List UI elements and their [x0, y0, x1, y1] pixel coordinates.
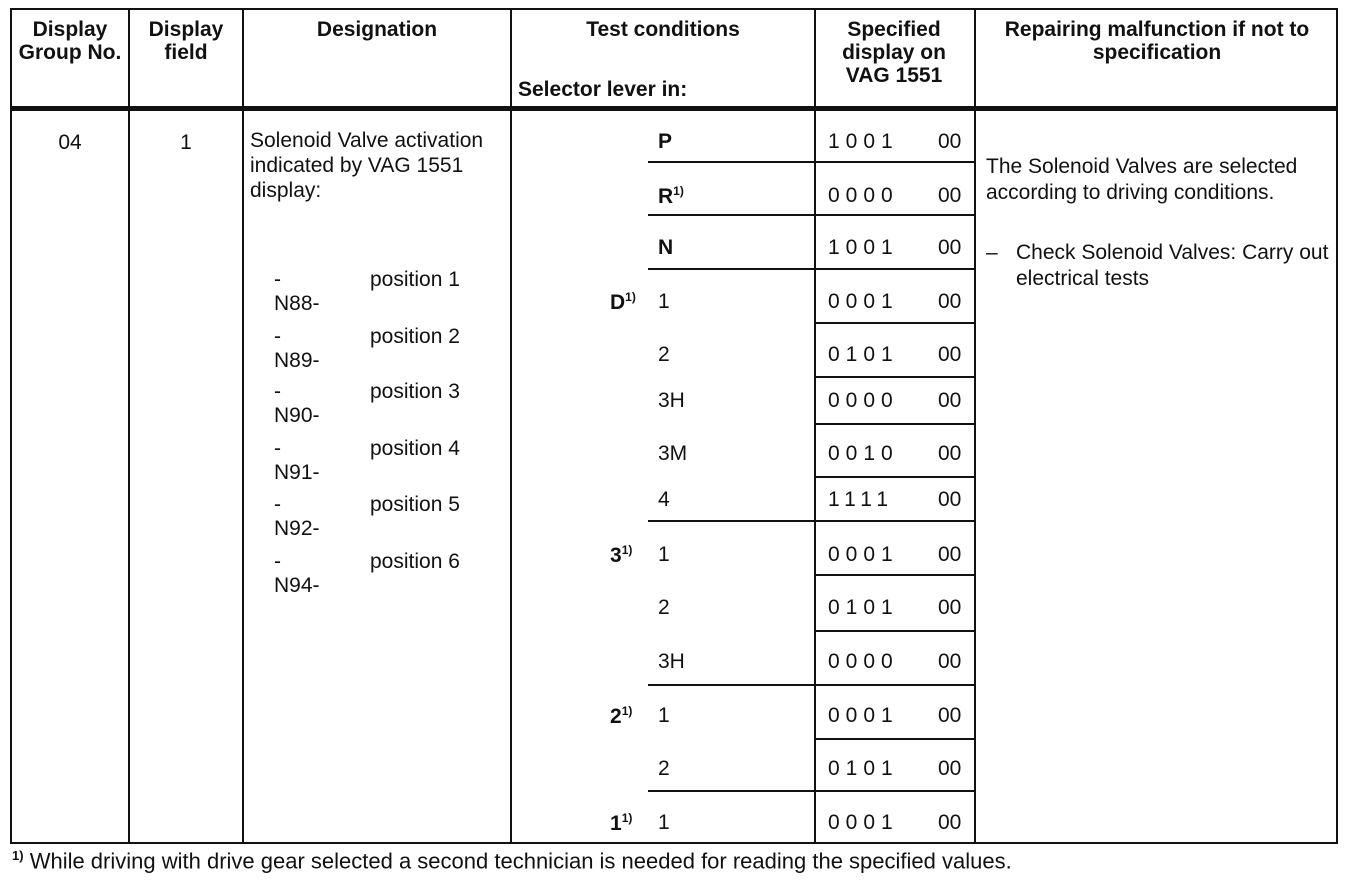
display-code: 1001 — [828, 130, 899, 153]
designation-text: Solenoid Valve activation indicated by VAG 1551 display: — [250, 129, 484, 202]
valve-name: -N92- — [274, 493, 320, 540]
row-divider — [648, 214, 974, 216]
specified-display-value — [828, 757, 968, 783]
gear-label — [658, 757, 670, 781]
display-code: 0010 — [828, 442, 899, 465]
display-code: 0001 — [828, 290, 899, 313]
row-divider — [648, 268, 974, 270]
gear-text: 2 — [658, 596, 670, 619]
specified-display-value — [828, 650, 968, 676]
header-group: Display Group No. — [18, 18, 122, 64]
valve-name: -N91- — [274, 437, 320, 484]
display-code: 0101 — [828, 343, 899, 366]
gear-text: 3H — [658, 389, 685, 412]
gear-text: R — [658, 185, 674, 208]
group-number: 04 — [58, 131, 82, 154]
specified-display-value — [828, 442, 968, 468]
row-divider — [816, 376, 974, 378]
gear-label — [658, 543, 670, 567]
display-code: 0000 — [828, 389, 899, 412]
display-suffix: 00 — [938, 811, 962, 834]
footnote-ref: 1) — [673, 184, 684, 198]
display-suffix: 00 — [938, 543, 962, 566]
display-suffix: 00 — [938, 343, 962, 366]
valve-name: -N88- — [274, 268, 320, 315]
display-code: 0101 — [828, 757, 899, 780]
display-suffix: 00 — [938, 130, 962, 153]
display-code: 0000 — [828, 650, 899, 673]
footnote-ref: 1) — [621, 704, 633, 718]
display-suffix: 00 — [938, 596, 962, 619]
display-code: 0101 — [828, 596, 899, 619]
display-code: 0000 — [828, 184, 899, 207]
display-suffix: 00 — [938, 488, 962, 511]
gear-label — [658, 184, 684, 209]
valve-position: position 5 — [370, 493, 460, 516]
row-divider — [816, 476, 974, 478]
display-code: 1111 — [828, 488, 895, 511]
footnote — [12, 848, 1012, 874]
display-code: 0001 — [828, 543, 899, 566]
repair-action-text: Check Solenoid Valves: Carry out electrical tests — [1016, 241, 1329, 290]
repair-description: The Solenoid Valves are selected according to driving conditions. — [986, 155, 1298, 204]
specified-display-value — [828, 236, 968, 262]
row-divider — [648, 161, 974, 163]
row-divider — [816, 738, 974, 740]
gear-text: 3M — [658, 442, 688, 465]
display-suffix: 00 — [938, 290, 962, 313]
gear-label — [658, 596, 670, 620]
valve-position: position 1 — [370, 268, 460, 291]
display-suffix: 00 — [938, 650, 962, 673]
selector-lever-position — [610, 543, 632, 568]
lever-label: 1 — [610, 812, 622, 835]
footnote-ref: 1) — [621, 811, 633, 825]
valve-position: position 2 — [370, 325, 460, 348]
specified-display-value — [828, 389, 968, 415]
valve-name: -N89- — [274, 325, 320, 372]
header-repair: Repairing malfunction if not to specification — [1004, 18, 1310, 64]
specified-display-value — [828, 811, 968, 837]
valve-position: position 6 — [370, 550, 460, 573]
display-suffix: 00 — [938, 442, 962, 465]
gear-text: 1 — [658, 811, 670, 834]
specified-display-value — [828, 343, 968, 369]
row-divider — [648, 790, 974, 792]
gear-text: 1 — [658, 543, 670, 566]
specified-display-value — [828, 290, 968, 316]
row-divider — [816, 322, 974, 324]
header-field: Display field — [148, 18, 224, 64]
footnote-mark: 1) — [12, 848, 24, 863]
specified-display-value — [828, 704, 968, 730]
specified-display-value — [828, 596, 968, 622]
valve-name: -N94- — [274, 550, 320, 597]
lever-label: 3 — [610, 544, 622, 567]
specified-display-value — [828, 543, 968, 569]
gear-text: P — [658, 130, 673, 153]
header-test-conditions: Test conditions — [586, 18, 740, 41]
header-selector-lever: Selector lever in: — [518, 78, 688, 101]
gear-label — [658, 130, 672, 154]
column-divider — [242, 8, 244, 844]
specified-display-value — [828, 184, 968, 210]
field-number: 1 — [180, 131, 192, 154]
display-suffix: 00 — [938, 389, 962, 412]
gear-label — [658, 343, 670, 367]
display-code: 0001 — [828, 811, 899, 834]
gear-label — [658, 488, 670, 512]
display-suffix: 00 — [938, 236, 962, 259]
selector-lever-position — [610, 811, 632, 836]
gear-text: 3H — [658, 650, 685, 673]
row-divider — [816, 574, 974, 576]
gear-label — [658, 811, 670, 835]
row-divider — [648, 684, 974, 686]
lever-label: 2 — [610, 705, 622, 728]
gear-label — [658, 704, 670, 728]
specified-display-value — [828, 488, 968, 514]
gear-label — [658, 290, 670, 314]
column-divider — [510, 8, 512, 844]
gear-text: 2 — [658, 757, 670, 780]
specified-display-value — [828, 130, 968, 156]
selector-lever-position — [610, 290, 636, 315]
gear-text: 4 — [658, 488, 670, 511]
gear-text: 1 — [658, 704, 670, 727]
display-code: 0001 — [828, 704, 899, 727]
gear-label — [658, 442, 687, 466]
display-suffix: 00 — [938, 704, 962, 727]
display-code: 1001 — [828, 236, 899, 259]
footnote-ref: 1) — [625, 290, 636, 304]
column-divider — [814, 8, 816, 844]
column-divider — [974, 8, 976, 844]
valve-position: position 3 — [370, 380, 460, 403]
gear-text: 2 — [658, 343, 670, 366]
gear-text: 1 — [658, 290, 670, 313]
gear-label — [658, 236, 673, 260]
footnote-text: While driving with drive gear selected a second technician is needed for reading the specified values. — [29, 848, 1012, 874]
header-specified-display: Specified display on VAG 1551 — [842, 18, 946, 87]
valve-name: -N90- — [274, 380, 320, 427]
gear-label — [658, 650, 685, 674]
row-divider — [648, 520, 974, 522]
gear-label — [658, 389, 685, 413]
selector-lever-position — [610, 704, 632, 729]
header-designation: Designation — [316, 18, 438, 41]
display-suffix: 00 — [938, 757, 962, 780]
dash-bullet: – — [986, 241, 998, 264]
header-divider — [10, 106, 1338, 111]
lever-label: D — [610, 291, 626, 314]
display-suffix: 00 — [938, 184, 962, 207]
gear-text: N — [658, 236, 674, 259]
valve-position: position 4 — [370, 437, 460, 460]
row-divider — [816, 423, 974, 425]
footnote-ref: 1) — [621, 543, 633, 557]
row-divider — [816, 630, 974, 632]
